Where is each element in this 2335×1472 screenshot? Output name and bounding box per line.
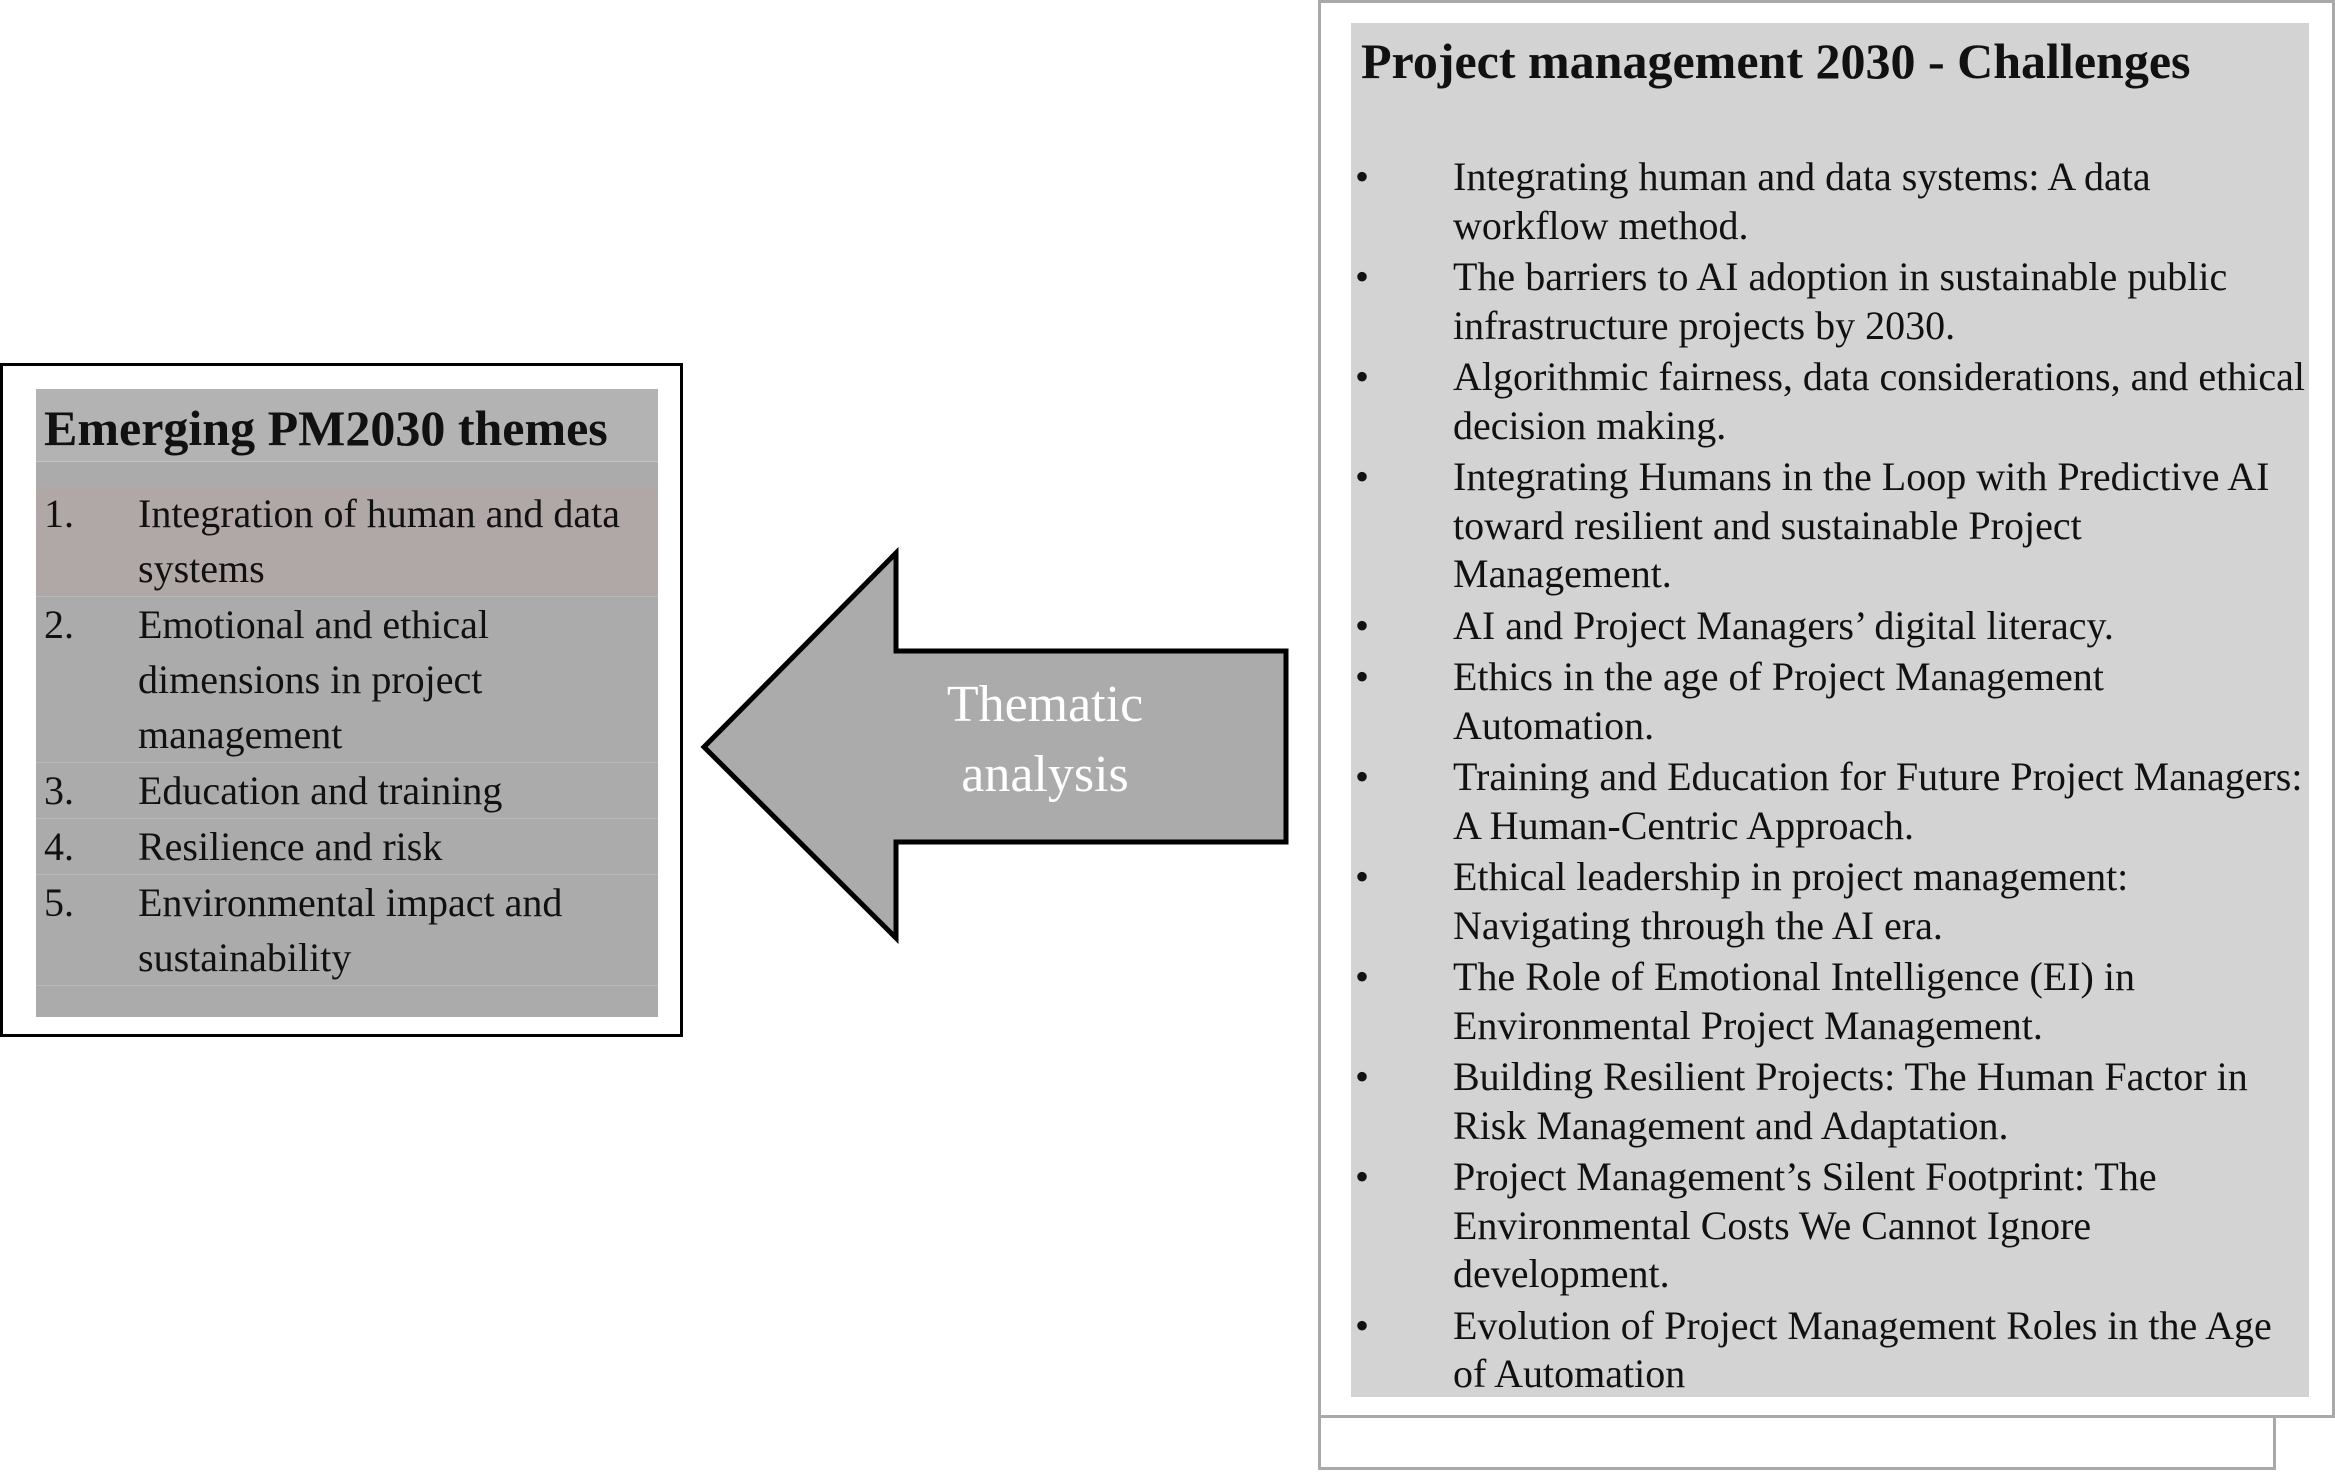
challenges-box	[1318, 0, 2335, 1418]
theme-text: Integration of human and data systems	[138, 491, 621, 591]
bullet-icon: •	[1355, 602, 1370, 648]
arrow-label	[900, 670, 1190, 810]
challenge-text: The Role of Emotional Intelligence (EI) in Environmental Project Management.	[1453, 954, 2135, 1048]
challenges-panel	[1351, 23, 2309, 1397]
challenge-item	[1351, 602, 2309, 651]
theme-item	[36, 597, 658, 763]
theme-number: 1.	[44, 491, 74, 536]
challenge-text: Integrating Humans in the Loop with Predictive AI toward resilient and sustainable Project Management.	[1453, 454, 2270, 596]
bullet-icon: •	[1355, 1054, 1370, 1099]
arrow-label-line-2: analysis	[961, 746, 1129, 803]
challenge-item	[1351, 753, 2309, 850]
theme-item	[36, 486, 658, 597]
challenge-text: Ethical leadership in project management: Navigating through the AI era.	[1453, 854, 2129, 948]
bullet-icon: •	[1355, 854, 1370, 899]
challenge-text: The barriers to AI adoption in sustainable public infrastructure projects by 2030.	[1453, 254, 2228, 348]
challenge-item	[1351, 853, 2309, 950]
challenge-item	[1351, 1053, 2309, 1150]
bullet-icon: •	[1355, 1154, 1370, 1199]
theme-text: Environmental impact and sustainability	[138, 880, 563, 980]
theme-number: 3.	[44, 768, 74, 813]
challenge-item	[1351, 353, 2309, 450]
theme-text: Resilience and risk	[138, 824, 443, 869]
challenge-text: Building Resilient Projects: The Human Factor in Risk Management and Adaptation.	[1453, 1054, 2248, 1148]
bullet-icon: •	[1355, 454, 1370, 499]
theme-text: Emotional and ethical dimensions in project management	[138, 602, 489, 757]
theme-number: 2.	[44, 602, 74, 647]
theme-item	[36, 875, 658, 986]
bullet-icon: •	[1355, 754, 1370, 799]
challenge-text: Algorithmic fairness, data considerations, and ethical decision making.	[1453, 354, 2305, 448]
challenge-text: Training and Education for Future Project Managers: A Human-Centric Approach.	[1453, 754, 2303, 848]
challenge-item	[1351, 453, 2309, 599]
bullet-icon: •	[1355, 1302, 1370, 1348]
challenge-item	[1351, 653, 2309, 750]
themes-list	[36, 486, 658, 986]
challenge-text: AI and Project Managers’ digital literacy.	[1453, 602, 2114, 648]
themes-title: Emerging PM2030 themes	[36, 389, 658, 462]
challenge-item	[1351, 253, 2309, 350]
bullet-icon: •	[1355, 254, 1370, 299]
theme-item	[36, 819, 658, 875]
challenge-text: Integrating human and data systems: A data workflow method.	[1453, 154, 2151, 248]
challenge-item	[1351, 953, 2309, 1050]
challenge-item	[1351, 153, 2309, 250]
challenge-text: Evolution of Project Management Roles in the Age of Automation	[1453, 1302, 2272, 1396]
challenge-text: Project Management’s Silent Footprint: The Environmental Costs We Cannot Ignore development.	[1453, 1154, 2157, 1296]
theme-number: 4.	[44, 824, 74, 869]
theme-item	[36, 763, 658, 819]
challenges-title: Project management 2030 - Challenges	[1361, 33, 2191, 89]
theme-text: Education and training	[138, 768, 503, 813]
theme-number: 5.	[44, 880, 74, 925]
bullet-icon: •	[1355, 154, 1370, 199]
bullet-icon: •	[1355, 654, 1370, 699]
challenge-text: Ethics in the age of Project Management Automation.	[1453, 654, 2104, 748]
challenge-item	[1351, 1153, 2309, 1299]
challenges-list	[1351, 153, 2309, 1399]
arrow-label-line-1: Thematic	[946, 676, 1144, 733]
themes-box	[0, 363, 683, 1037]
challenge-item	[1351, 1302, 2309, 1399]
themes-panel	[36, 389, 658, 1017]
bullet-icon: •	[1355, 354, 1370, 399]
bullet-icon: •	[1355, 954, 1370, 999]
